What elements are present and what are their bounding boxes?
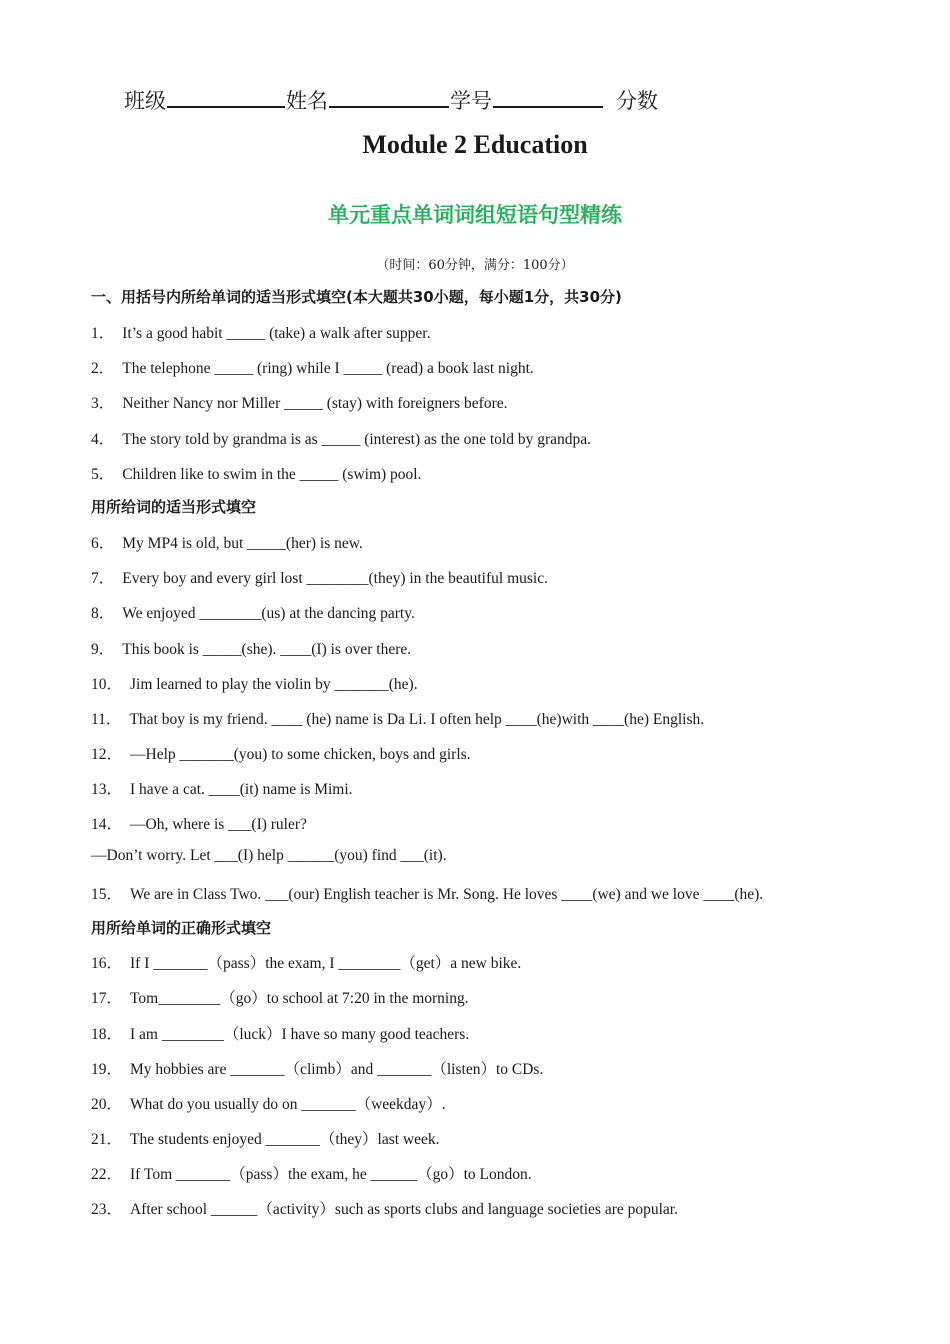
question-text: The story told by grandma is as _____ (interest) as the one told by grandpa.: [122, 431, 592, 448]
question-number: 13．: [91, 781, 123, 798]
question-item: [91, 1092, 446, 1114]
question-text: Jim learned to play the violin by _______(he).: [130, 676, 418, 693]
question-text: This book is _____(she). ____(I) is over there.: [122, 641, 412, 658]
question-item: [91, 672, 418, 694]
question-text: We enjoyed ________(us) at the dancing party.: [122, 605, 415, 622]
question-number: 17．: [91, 990, 123, 1007]
question-text: I am ________（luck）I have so many good teachers.: [130, 1026, 470, 1043]
question-text: Every boy and every girl lost ________(they) in the beautiful music.: [122, 570, 548, 587]
student-info-line: [124, 84, 658, 115]
question-number: 20．: [91, 1096, 123, 1113]
student-no-label: 学号: [450, 89, 492, 113]
question-text: We are in Class Two. ___(our) English teacher is Mr. Song. He loves ____(we) and we love ____(he).: [130, 886, 764, 903]
question-text: If I _______（pass）the exam, I ________（get）a new bike.: [130, 955, 522, 972]
question-item: [91, 882, 763, 904]
question-number: 5．: [91, 466, 115, 483]
question-text: After school ______（activity）such as sports clubs and language societies are popular.: [130, 1201, 678, 1218]
question-number: 6．: [91, 535, 115, 552]
section-2-heading: 用所给词的适当形式填空: [91, 498, 257, 516]
question-text: My MP4 is old, but _____(her) is new.: [122, 535, 363, 552]
question-number: 14．: [91, 816, 123, 833]
question-item: [91, 531, 363, 553]
question-number: 10．: [91, 676, 123, 693]
name-label: 姓名: [286, 89, 328, 113]
question-item: [91, 601, 415, 623]
question-item: [91, 637, 411, 659]
question-number: 11．: [91, 711, 122, 728]
question-item: [91, 462, 421, 484]
question-number: 3．: [91, 395, 115, 412]
page-subtitle: 单元重点单词词组短语句型精练: [328, 203, 622, 227]
question-text: —Help _______(you) to some chicken, boys and girls.: [130, 746, 471, 763]
question-item: [91, 847, 447, 865]
question-number: 16．: [91, 955, 123, 972]
question-item: [91, 427, 591, 449]
score-label: 分数: [616, 89, 658, 113]
question-item: [91, 321, 430, 343]
question-number: 8．: [91, 605, 115, 622]
question-item: [91, 986, 469, 1008]
question-number: 12．: [91, 746, 123, 763]
class-blank[interactable]: [167, 84, 285, 108]
question-item: [91, 707, 704, 729]
question-item: [91, 1057, 543, 1079]
question-text: The telephone _____ (ring) while I _____ (read) a book last night.: [122, 360, 534, 377]
question-number: 4．: [91, 431, 115, 448]
page-title: Module 2 Education: [362, 130, 588, 159]
question-text: It’s a good habit _____ (take) a walk after supper.: [122, 325, 431, 342]
question-text: The students enjoyed _______（they）last week.: [130, 1131, 440, 1148]
question-number: 1．: [91, 325, 115, 342]
student-no-blank[interactable]: [493, 84, 603, 108]
question-text: What do you usually do on _______（weekday）.: [130, 1096, 446, 1113]
question-text: Children like to swim in the _____ (swim) pool.: [122, 466, 422, 483]
question-item: [91, 951, 521, 973]
question-text: My hobbies are _______（climb）and _______（listen）to CDs.: [130, 1061, 544, 1078]
question-item: [91, 391, 508, 413]
question-item: [91, 356, 534, 378]
question-item: [91, 777, 353, 799]
question-text: —Don’t worry. Let ___(I) help ______(you) find ___(it).: [91, 847, 447, 864]
question-number: 15．: [91, 886, 123, 903]
section-3-heading: 用所给单词的正确形式填空: [91, 919, 272, 937]
question-number: 23．: [91, 1201, 123, 1218]
question-text: Neither Nancy nor Miller _____ (stay) with foreigners before.: [122, 395, 508, 412]
question-number: 7．: [91, 570, 115, 587]
section-1-heading: 一、用括号内所给单词的适当形式填空(本大题共30小题，每小题1分，共30分): [91, 288, 622, 306]
question-item: [91, 1197, 678, 1219]
question-item: [91, 566, 548, 588]
question-item: [91, 1022, 469, 1044]
question-number: 9．: [91, 641, 115, 658]
question-item: [91, 1127, 440, 1149]
question-number: 22．: [91, 1166, 123, 1183]
class-label: 班级: [124, 89, 166, 113]
question-number: 19．: [91, 1061, 123, 1078]
question-item: [91, 742, 471, 764]
question-item: [91, 1162, 532, 1184]
question-text: —Oh, where is ___(I) ruler?: [130, 816, 307, 833]
question-number: 18．: [91, 1026, 123, 1043]
question-text: That boy is my friend. ____ (he) name is Da Li. I often help ____(he)with ____(he) English.: [129, 711, 705, 728]
question-text: If Tom _______（pass）the exam, he ______（go）to London.: [130, 1166, 532, 1183]
question-item: [91, 812, 307, 834]
question-text: I have a cat. ____(it) name is Mimi.: [130, 781, 353, 798]
question-number: 21．: [91, 1131, 123, 1148]
question-number: 2．: [91, 360, 115, 377]
name-blank[interactable]: [329, 84, 449, 108]
time-note: （时间：60分钟，满分：100分）: [376, 258, 574, 273]
question-text: Tom________（go）to school at 7:20 in the morning.: [130, 990, 469, 1007]
